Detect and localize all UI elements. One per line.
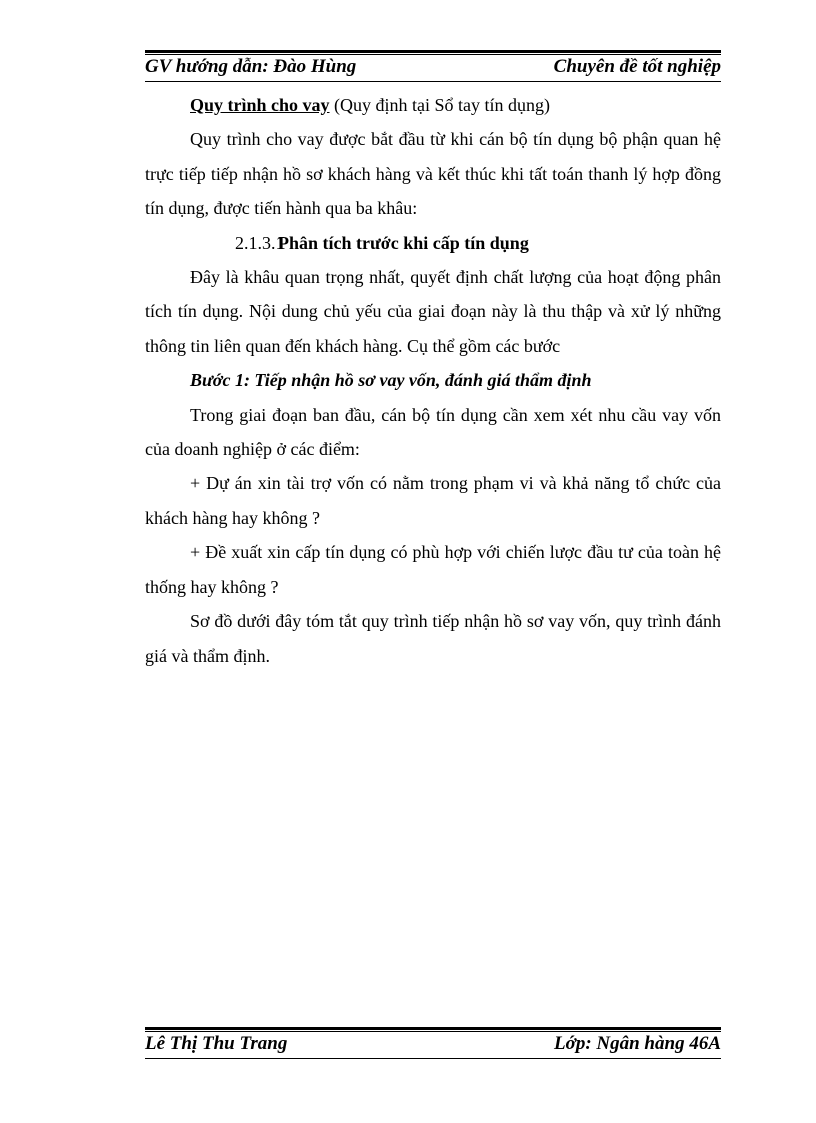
section-heading: [145, 226, 721, 260]
header-rule-bottom: [145, 81, 721, 82]
paragraph-initial-stage: Trong giai đoạn ban đầu, cán bộ tín dụng cần xem xét nhu cầu vay vốn của doanh nghiệp ở các điểm:: [145, 404, 721, 460]
footer-author: Lê Thị Thu Trang: [145, 1033, 288, 1054]
bullet-project-scope: + Dự án xin tài trợ vốn có nằm trong phạm vi và khả năng tổ chức của khách hàng hay không ?: [145, 473, 721, 528]
header-advisor: GV hướng dẫn: Đào Hùng: [145, 56, 357, 77]
section-number: 2.1.3.1: [235, 232, 285, 253]
header-doc-type: Chuyên đề tốt nghiệp: [553, 56, 721, 77]
footer-rule-bottom: [145, 1058, 721, 1059]
bullet-credit-strategy: + Đề xuất xin cấp tín dụng có phù hợp với chiến lược đầu tư của toàn hệ thống hay không ?: [145, 542, 721, 597]
paragraph-analysis: Đây là khâu quan trọng nhất, quyết định chất lượng của hoạt động phân tích tín dụng. Nội dung chủ yếu của giai đoạn này là thu thập và xử lý những thông tin liên quan đến khách hàng. Cụ thể gồm các bước: [145, 267, 721, 356]
loan-process-note: (Quy định tại Sổ tay tín dụng): [329, 95, 551, 115]
paragraph-diagram-intro: Sơ đồ dưới đây tóm tắt quy trình tiếp nhận hồ sơ vay vốn, quy trình đánh giá và thẩm định.: [145, 611, 721, 666]
paragraph-loan-process-title: [145, 88, 721, 122]
header-rule-top: [145, 50, 721, 55]
footer-rule: [145, 1027, 721, 1032]
step-1-heading: Bước 1: Tiếp nhận hồ sơ vay vốn, đánh giá thẩm định: [190, 370, 592, 391]
paragraph-process-intro: Quy trình cho vay được bắt đầu từ khi cán bộ tín dụng bộ phận quan hệ trực tiếp tiếp nhận hồ sơ khách hàng và kết thúc khi tất toán thanh lý hợp đồng tín dụng, được tiến hành qua ba khâu:: [145, 129, 721, 219]
loan-process-heading: Quy trình cho vay: [190, 95, 330, 115]
page-header: [145, 56, 721, 80]
page-footer: [145, 1033, 721, 1057]
footer-class: Lớp: Ngân hàng 46A: [554, 1033, 721, 1054]
section-title: Phân tích trước khi cấp tín dụng: [278, 232, 529, 253]
document-body: [145, 88, 721, 673]
